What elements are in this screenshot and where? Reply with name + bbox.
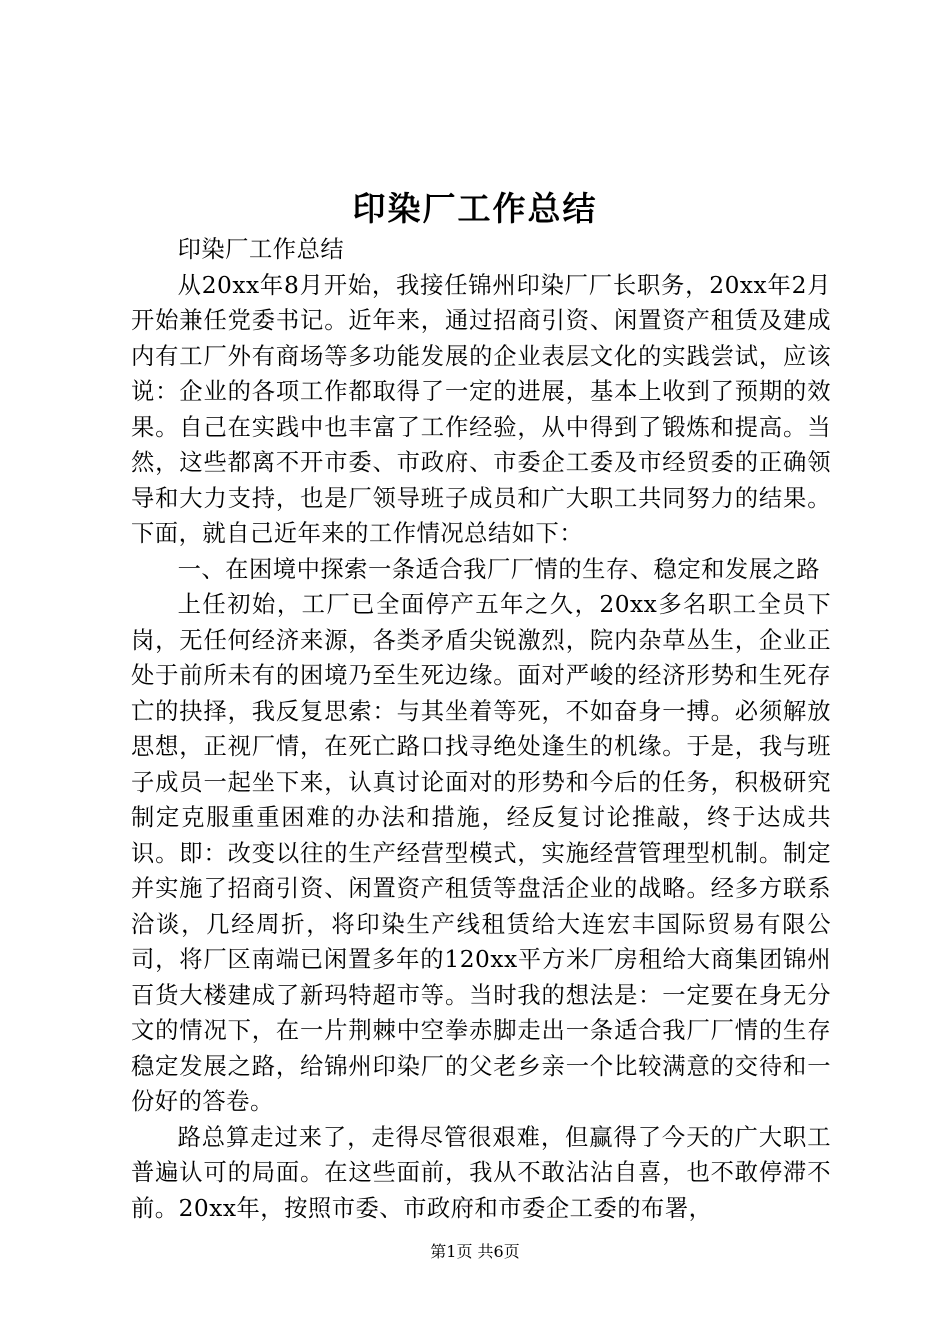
- document-body: [131, 232, 831, 1226]
- paragraph: 印染厂工作总结: [177, 236, 345, 263]
- document-title: 印染厂工作总结: [352, 189, 598, 228]
- section-heading: 一、在困境中探索一条适合我厂厂情的生存、稳定和发展之路: [177, 555, 821, 583]
- page-footer: 第1页 共6页: [430, 1242, 520, 1261]
- paragraph: 从20xx年8月开始，我接任锦州印染厂厂长职务，20xx年2月开始兼任党委书记。近年来，通过招商引资、闲置资产租赁及建成内有工厂外有商场等多功能发展的企业表层文化的实践尝试，应该说：企业的各项工作都取得了一定的进展，基本上收到了预期的效果。自己在实践中也丰富了工作经验，从中得到了锻炼和提高。当然，这些都离不开市委、市政府、市委企工委及市经贸委的正确领导和大力支持，也是厂领导班子成员和广大职工共同努力的结果。下面，就自己近年来的工作情况总结如下：: [131, 271, 831, 547]
- paragraph: 路总算走过来了，走得尽管很艰难，但赢得了今天的广大职工普遍认可的局面。在这些面前，我从不敢沾沾自喜，也不敢停滞不前。20xx年，按照市委、市政府和市委企工委的布署，: [131, 1123, 831, 1222]
- paragraph: 上任初始，工厂已全面停产五年之久，20xx多名职工全员下岗，无任何经济来源，各类矛盾尖锐激烈，院内杂草丛生，企业正处于前所未有的困境乃至生死边缘。面对严峻的经济形势和生死存亡的抉择，我反复思索：与其坐着等死，不如奋身一搏。必须解放思想，正视厂情，在死亡路口找寻绝处逢生的机缘。于是，我与班子成员一起坐下来，认真讨论面对的形势和今后的任务，积极研究制定克服重重困难的办法和措施，经反复讨论推敲，终于达成共识。即：改变以往的生产经营型模式，实施经营管理型机制。制定并实施了招商引资、闲置资产租赁等盘活企业的战略。经多方联系洽谈，几经周折，将印染生产线租赁给大连宏丰国际贸易有限公司，将厂区南端已闲置多年的120xx平方米厂房租给大商集团锦州百货大楼建成了新玛特超市等。当时我的想法是：一定要在身无分文的情况下，在一片荆棘中空拳赤脚走出一条适合我厂厂情的生存稳定发展之路，给锦州印染厂的父老乡亲一个比较满意的交待和一份好的答卷。: [131, 591, 831, 1115]
